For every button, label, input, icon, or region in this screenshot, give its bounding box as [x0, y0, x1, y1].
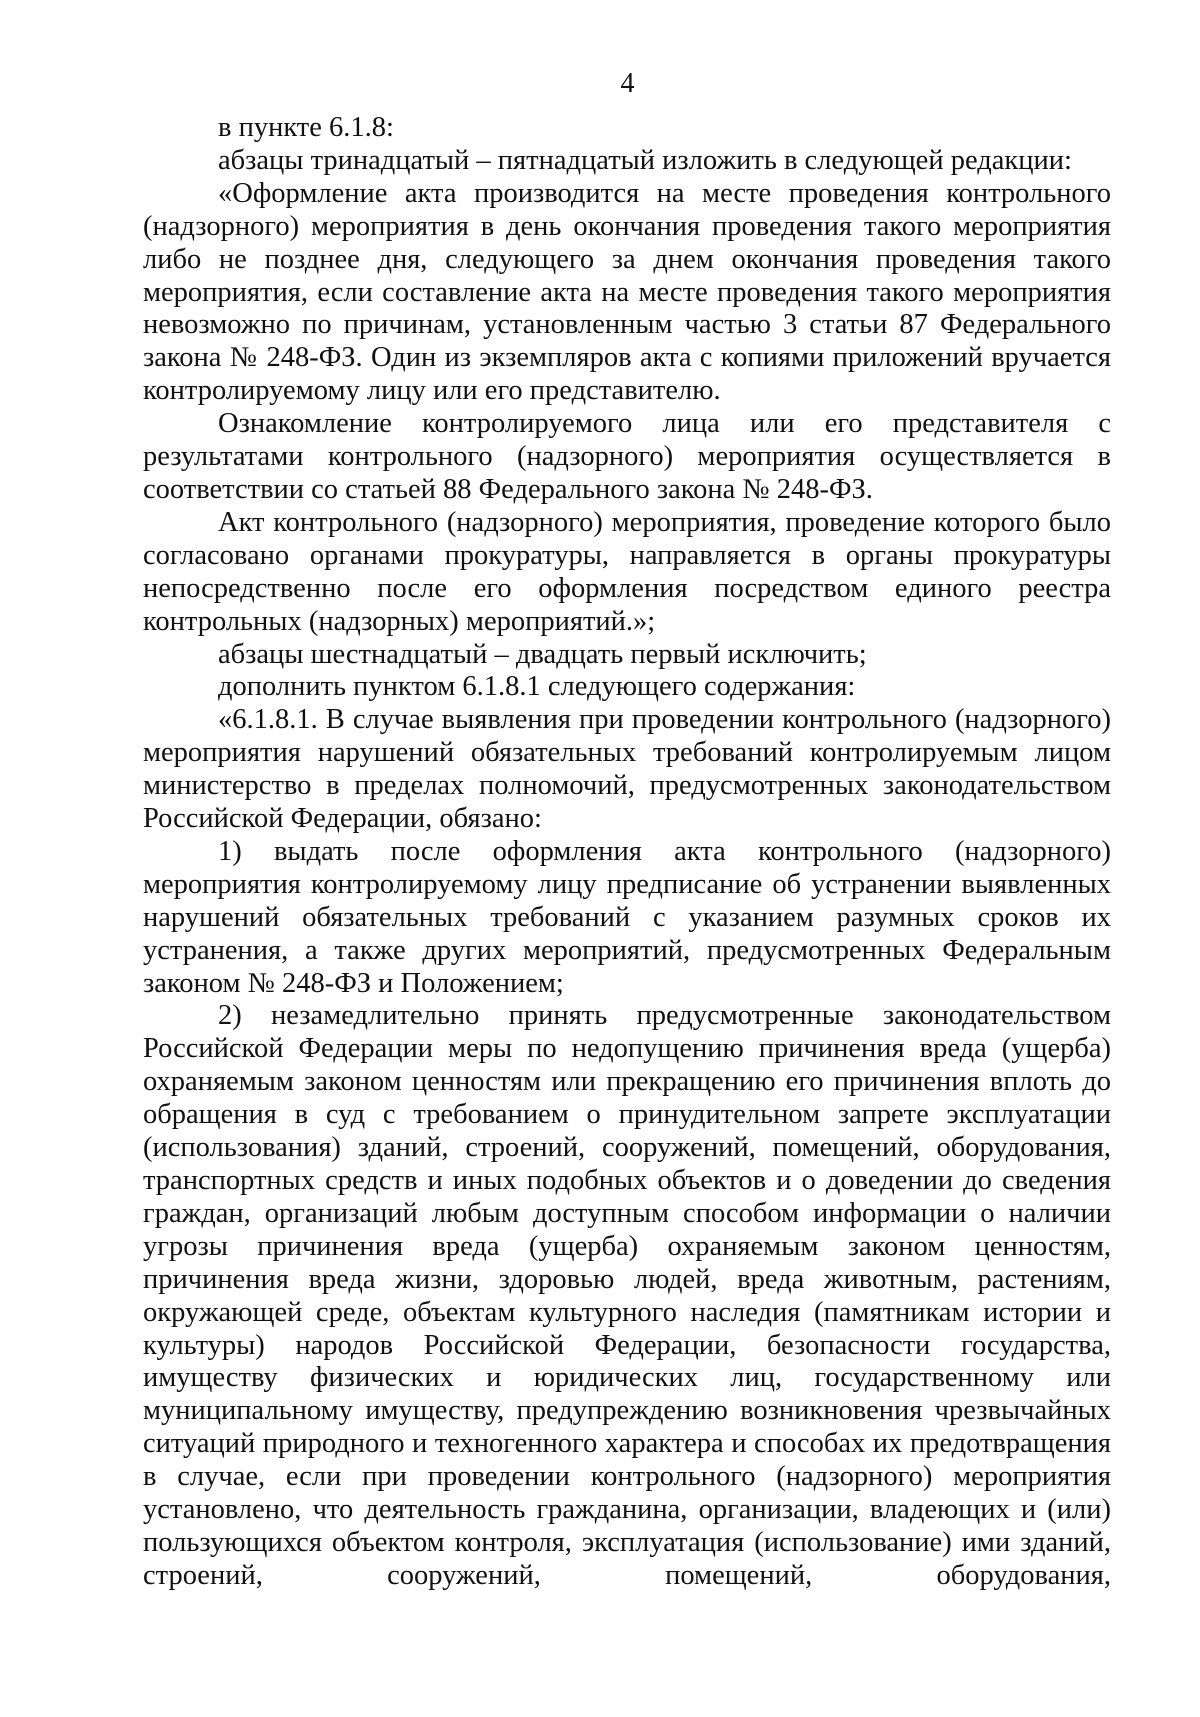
paragraph-act-familiarization: Ознакомление контролируемого лица или его представителя с результатами контрольного (надзорного) мероприятия осуществляется в соответствии со статьей 88 Федерального закона № 248-ФЗ. [143, 408, 1111, 505]
page-number: 4 [620, 68, 635, 99]
document-body [143, 112, 1111, 1593]
paragraph-item-reference: в пункте 6.1.8: [218, 112, 394, 143]
paragraph-exclude-instruction: абзацы шестнадцатый – двадцать первый исключить; [218, 638, 867, 670]
paragraph-amend-instruction: абзацы тринадцатый – пятнадцатый изложить в следующей редакции: [218, 144, 1072, 176]
list-item-1: 1) выдать после оформления акта контрольного (надзорного) мероприятия контролируемому лицу предписание об устранении выявленных нарушений обязательных требований с указанием разумных сроков их устранения, а также других мероприятий, предусмотренных Федеральным законом № 248-ФЗ и Положением; [143, 835, 1111, 999]
paragraph-act-prosecution: Акт контрольного (надзорного) мероприятия, проведение которого было согласовано органами прокуратуры, направляется в органы прокуратуры непосредственно после его оформления посредством единого реестра контрольных (надзорных) мероприятий.»; [143, 506, 1111, 637]
paragraph-supplement-instruction: дополнить пунктом 6.1.8.1 следующего содержания: [218, 671, 856, 703]
paragraph-act-execution: «Оформление акта производится на месте проведения контрольного (надзорного) мероприятия в день окончания проведения такого мероприятия либо не позднее дня, следующего за днем окончания проведения такого мероприятия, если составление акта на месте проведения такого мероприятия невозможно по причинам, установленным частью 3 статьи 87 Федерального закона № 248-ФЗ. Один из экземпляров акта с копиями приложений вручается контролируемому лицу или его представителю. [143, 177, 1111, 407]
list-item-2: 2) незамедлительно принять предусмотренные законодательством Российской Федерации меры по недопущению причинения вреда (ущерба) охраняемым законом ценностям или прекращению его причинения вплоть до обращения в суд с требованием о принудительном запрете эксплуатации (использования) зданий, строений, сооружений, помещений, оборудования, транспортных средств и иных подобных объектов и о доведении до сведения граждан, организаций любым доступным способом информации о наличии угрозы причинения вреда (ущерба) охраняемым законом ценностям, причинения вреда жизни, здоровью людей, вреда животным, растениям, окружающей среде, объектам культурного наследия (памятникам истории и культуры) народов Российской Федерации, безопасности государства, имуществу физических и юридических лиц, государственному или муниципальному имуществу, предупреждению возникновения чрезвычайных ситуаций природного и техногенного характера и способах их предотвращения в случае, если при проведении контрольного (надзорного) мероприятия установлено, что деятельность гражданина, организации, владеющих и (или) пользующихся объектом контроля, эксплуатация (использование) ими зданий, строений, сооружений, помещений, оборудования, [143, 1000, 1111, 1591]
paragraph-clause-6-1-8-1: «6.1.8.1. В случае выявления при проведении контрольного (надзорного) мероприятия нарушений обязательных требований контролируемым лицом министерство в пределах полномочий, предусмотренных законодательством Российской Федерации, обязано: [143, 704, 1111, 835]
